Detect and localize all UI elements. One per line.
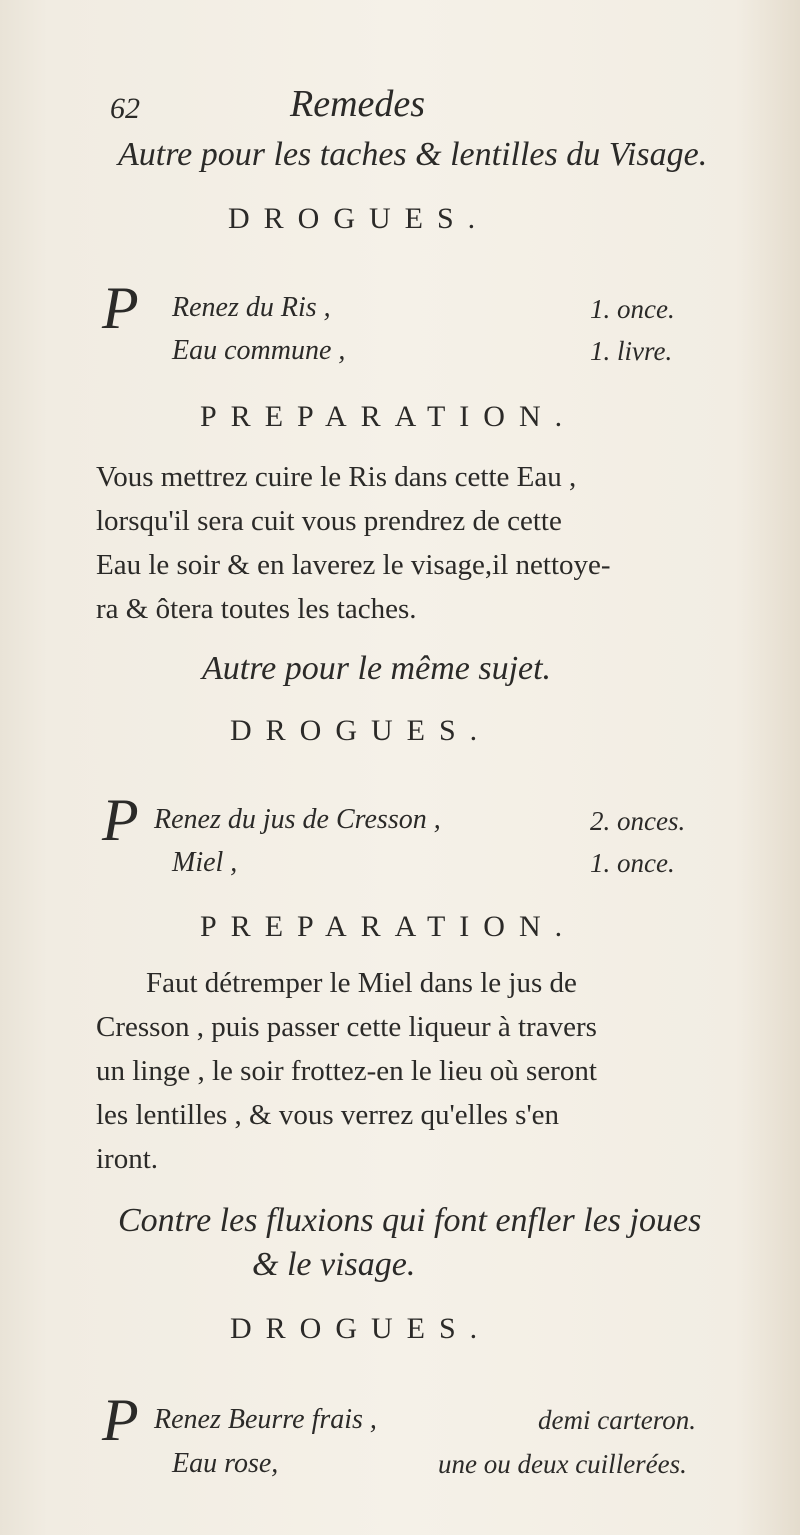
drop-cap-3: P xyxy=(102,1387,139,1453)
preparation-heading-1: PREPARATION. xyxy=(200,400,577,433)
ingredient-quantity: 1. once. xyxy=(590,848,675,878)
ingredient-name: Miel , xyxy=(172,847,238,878)
body-line: lorsqu'il sera cuit vous prendrez de cette xyxy=(96,505,562,537)
page-number: 62 xyxy=(110,92,140,125)
recipe-title-3-line1: Contre les fluxions qui font enfler les joues xyxy=(118,1202,702,1239)
ingredient-name: Eau rose, xyxy=(172,1448,279,1479)
drogues-heading-1: DROGUES. xyxy=(228,202,490,235)
body-line: Vous mettrez cuire le Ris dans cette Eau , xyxy=(96,461,577,493)
ingredient-name: Renez du jus de Cresson , xyxy=(154,804,441,835)
recipe-title-3-line2: & le visage. xyxy=(252,1246,416,1283)
ingredient-name: Renez Beurre frais , xyxy=(154,1404,377,1435)
ingredient-quantity: 2. onces. xyxy=(590,806,686,836)
drop-cap-2: P xyxy=(102,787,139,853)
drogues-heading-3: DROGUES. xyxy=(230,1312,492,1345)
body-line: Eau le soir & en laverez le visage,il nettoye- xyxy=(96,549,611,581)
recipe-title-2: Autre pour le même sujet. xyxy=(202,650,552,687)
ingredient-quantity: une ou deux cuillerées. xyxy=(438,1449,687,1479)
ingredient-quantity: demi carteron. xyxy=(538,1405,696,1435)
running-title: Remedes xyxy=(290,83,426,125)
body-line: Cresson , puis passer cette liqueur à travers xyxy=(96,1011,597,1043)
body-line: un linge , le soir frottez-en le lieu où seront xyxy=(96,1055,597,1087)
ingredient-quantity: 1. livre. xyxy=(590,336,673,366)
body-line: les lentilles , & vous verrez qu'elles s'en xyxy=(96,1099,560,1131)
preparation-heading-2: PREPARATION. xyxy=(200,910,577,943)
ingredient-quantity: 1. once. xyxy=(590,294,675,324)
ingredient-name: Eau commune , xyxy=(172,335,346,366)
recipe-title-1: Autre pour les taches & lentilles du Visage. xyxy=(118,136,708,173)
body-line: Faut détremper le Miel dans le jus de xyxy=(146,967,577,999)
body-line: iront. xyxy=(96,1143,159,1175)
body-line: ra & ôtera toutes les taches. xyxy=(96,593,417,625)
ingredient-name: Renez du Ris , xyxy=(172,292,331,323)
drogues-heading-2: DROGUES. xyxy=(230,714,492,747)
drop-cap-1: P xyxy=(102,275,139,341)
